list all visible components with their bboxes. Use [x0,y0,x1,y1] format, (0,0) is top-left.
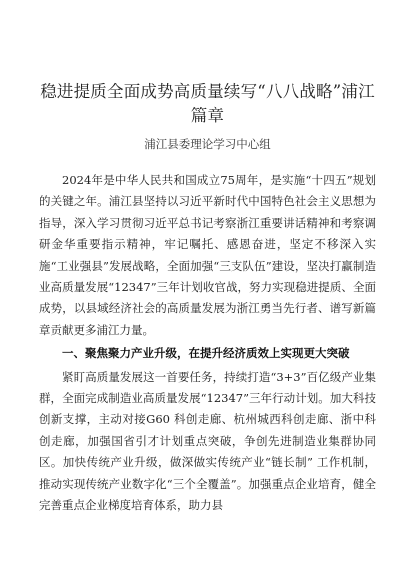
document-title: 稳进提质全面成势高质量续写“八八战略”浦江篇章 [40,82,375,125]
paragraph-intro: 2024年是中华人民共和国成立75周年，是实施“十四五”规划的关键之年。浦江县坚持以习近平新时代中国特色社会主义思想为指导，深入学习贯彻习近平总书记考察浙江重要讲话精神和考察调研金华重要指示精神，牢记嘱托、感恩奋进，坚定不移深入实施“工业强县”发展战略，全面加强“三支队伍”建设，坚决打赢制造业高质量发展“12347”三年计划收官战，努力实现稳进提质、全面成势，以县域经济社会的高质量发展为浙江勇当先行者、谱写新篇章贡献更多浦江力量。 [39,173,376,337]
document-author: 浦江县委理论学习中心组 [144,137,271,151]
section-heading-1: 一、聚焦聚力产业升级，在提升经济质效上实现更大突破 [62,346,350,361]
paragraph-section-1: 紧盯高质量发展这一首要任务，持续打造“3+3”百亿级产业集群，全面完成制造业高质量发展“12347”三年行动计划。加大科技创新支撑，主动对接G60 科创走廊、杭州城西科创走廊、浙中科创走廊，加强国省引才计划重点突破，争创先进制造业集群协同区。加快传统产业升级，做深做实传统产业“链长制” 工作机制，推动实现传统产业数字化“三个全覆盖”。加强重点企业培育，健全完善重点企业梯度培育体系，助力县 [39,369,376,513]
